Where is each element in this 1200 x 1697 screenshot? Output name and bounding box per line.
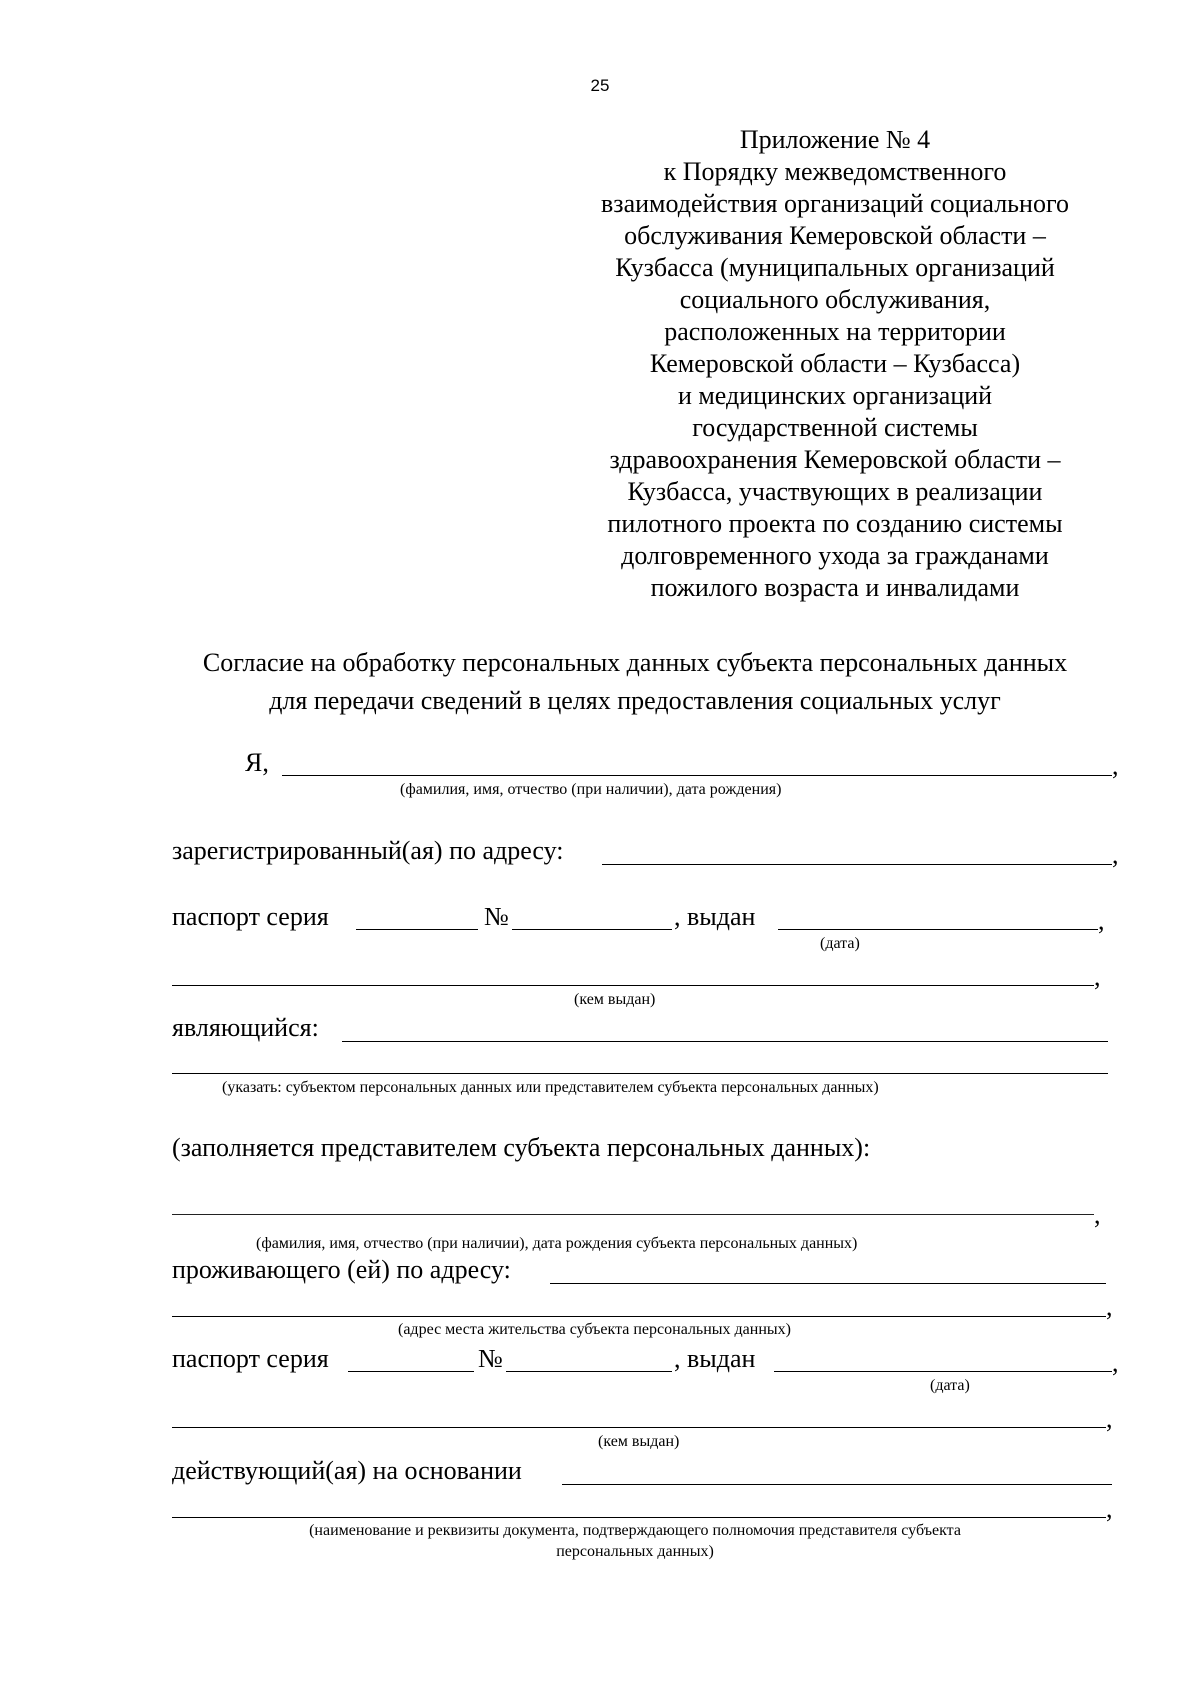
acting-label: действующий(ая) на основании xyxy=(172,1456,522,1485)
page-number: 25 xyxy=(590,76,610,95)
appendix-line: пожилого возраста и инвалидами xyxy=(650,573,1020,602)
i-label: Я, xyxy=(245,748,269,777)
passport2-number-field[interactable] xyxy=(506,1371,672,1372)
passport2-number-sign: № xyxy=(478,1344,503,1373)
residence-address-field[interactable] xyxy=(550,1283,1106,1284)
passport2-issued-by-field[interactable] xyxy=(172,1427,1106,1428)
title-line-2: для передачи сведений в целях предоставления социальных услуг xyxy=(269,686,1001,715)
passport2-issue-date-field[interactable] xyxy=(774,1371,1112,1372)
residence-address-field-line-2[interactable] xyxy=(172,1316,1106,1317)
residence-caption: (адрес места жительства субъекта персональных данных) xyxy=(398,1321,791,1338)
appendix-line: и медицинских организаций xyxy=(677,381,993,410)
document-title xyxy=(150,644,1120,720)
appendix-line: взаимодействия организаций социального xyxy=(601,189,1069,218)
passport2-issued-label: , выдан xyxy=(674,1344,756,1373)
appendix-line: пилотного проекта по созданию системы xyxy=(607,509,1063,538)
registered-label: зарегистрированный(ая) по адресу: xyxy=(172,836,564,865)
appendix-line: Кузбасса, участвующих в реализации xyxy=(627,477,1043,506)
appendix-line: долговременного ухода за гражданами xyxy=(621,541,1049,570)
passport-label: паспорт серия xyxy=(172,902,329,931)
appendix-header xyxy=(560,124,1110,604)
passport2-label: паспорт серия xyxy=(172,1344,329,1373)
representative-note: (заполняется представителем субъекта персональных данных): xyxy=(172,1133,871,1162)
passport-number-sign: № xyxy=(484,902,509,931)
passport2-date-caption: (дата) xyxy=(930,1377,970,1394)
document-caption-line-1: (наименование и реквизиты документа, подтверждающего полномочия представителя субъекта xyxy=(309,1522,961,1539)
issued-by-comma: , xyxy=(1094,962,1101,991)
appendix-line: здравоохранения Кемеровской области – xyxy=(609,445,1061,474)
being-field-line-2[interactable] xyxy=(172,1073,1108,1074)
being-caption: (указать: субъектом персональных данных или представителем субъекта персональных данных) xyxy=(222,1079,879,1096)
registered-address-field[interactable] xyxy=(602,864,1112,865)
being-field[interactable] xyxy=(342,1041,1108,1042)
appendix-line: к Порядку межведомственного xyxy=(663,157,1007,186)
issued-by2-caption: (кем выдан) xyxy=(598,1433,680,1450)
passport-comma: , xyxy=(1098,906,1105,935)
fio-field[interactable] xyxy=(282,775,1112,776)
registered-comma: , xyxy=(1112,840,1119,869)
fio-caption: (фамилия, имя, отчество (при наличии), дата рождения) xyxy=(400,781,782,798)
appendix-line: Кемеровской области – Кузбасса) xyxy=(649,349,1021,378)
acting-comma: , xyxy=(1106,1494,1113,1523)
title-line-1: Согласие на обработку персональных данных субъекта персональных данных xyxy=(202,648,1068,677)
residing-label: проживающего (ей) по адресу: xyxy=(172,1255,511,1284)
passport-series-field[interactable] xyxy=(356,929,478,930)
appendix-line: Приложение № 4 xyxy=(739,125,931,154)
appendix-line: обслуживания Кемеровской области – xyxy=(624,221,1046,250)
passport-number-field[interactable] xyxy=(512,929,672,930)
passport2-comma: , xyxy=(1112,1348,1119,1377)
appendix-line: государственной системы xyxy=(692,413,978,442)
acting-basis-field-line-2[interactable] xyxy=(172,1517,1106,1518)
residence-comma: , xyxy=(1106,1292,1113,1321)
passport-issued-label: , выдан xyxy=(674,902,756,931)
being-label: являющийся: xyxy=(172,1013,319,1042)
subject-fio-comma: , xyxy=(1094,1200,1101,1229)
appendix-line: Кузбасса (муниципальных организаций xyxy=(615,253,1055,282)
subject-fio-caption: (фамилия, имя, отчество (при наличии), дата рождения субъекта персональных данных) xyxy=(256,1235,858,1252)
appendix-line: социального обслуживания, xyxy=(679,285,991,314)
passport-issued-by-field[interactable] xyxy=(172,985,1094,986)
passport-date-caption: (дата) xyxy=(820,935,860,952)
passport2-series-field[interactable] xyxy=(348,1371,474,1372)
acting-basis-field[interactable] xyxy=(562,1484,1112,1485)
fio-comma: , xyxy=(1112,751,1119,780)
issued-by2-comma: , xyxy=(1106,1404,1113,1433)
document-caption-line-2: персональных данных) xyxy=(556,1543,714,1560)
passport-issue-date-field[interactable] xyxy=(778,929,1098,930)
subject-fio-field[interactable] xyxy=(172,1214,1094,1215)
issued-by-caption: (кем выдан) xyxy=(574,991,656,1008)
appendix-line: расположенных на территории xyxy=(664,317,1006,346)
